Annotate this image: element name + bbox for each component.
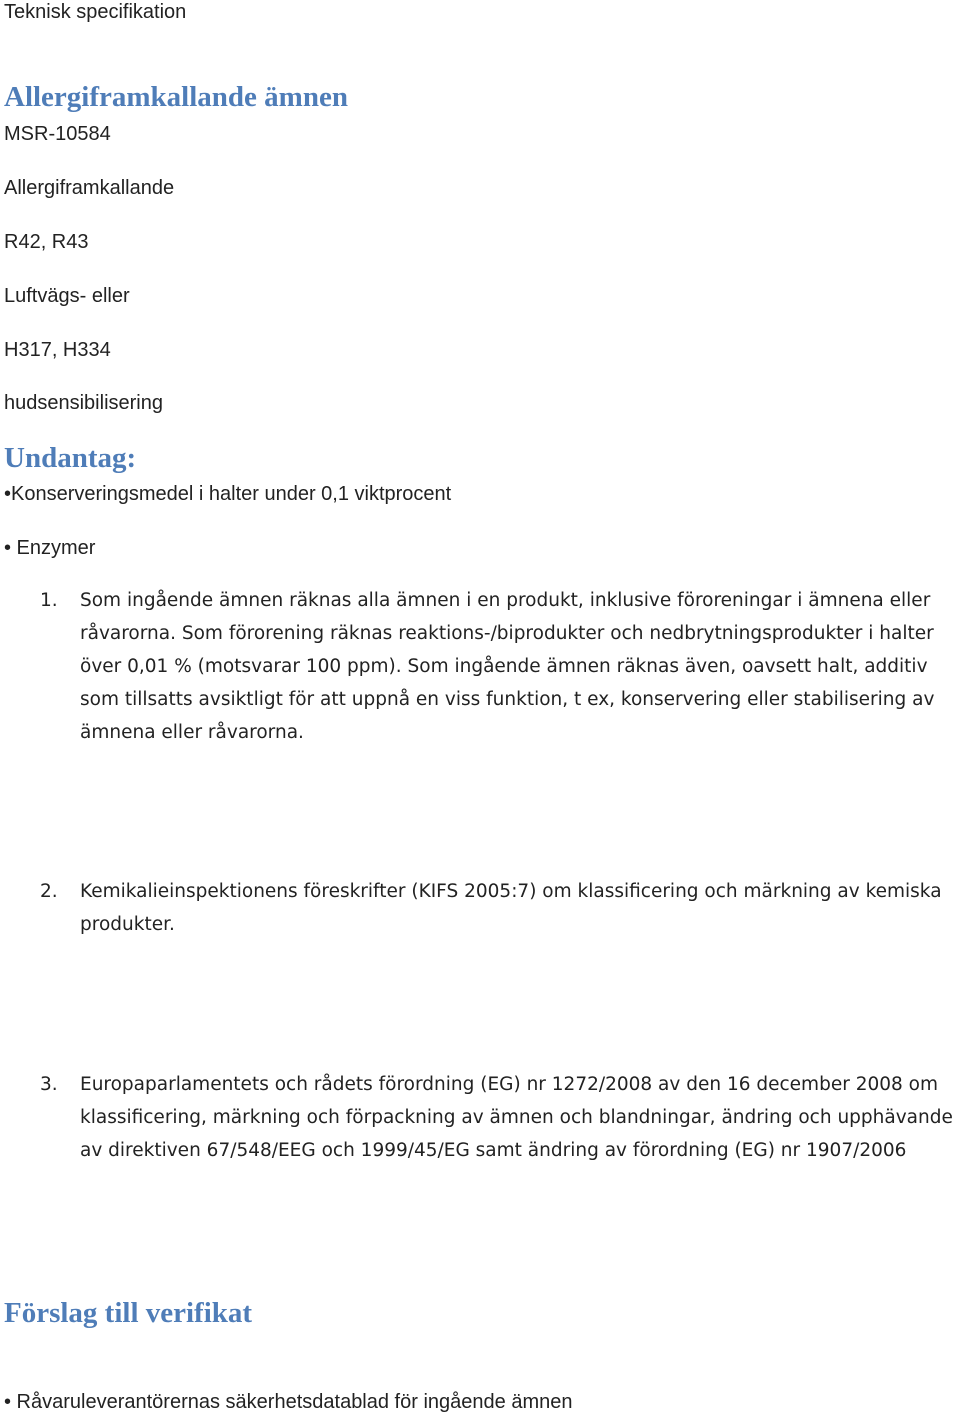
footnote-line: Kemikalieinspektionens föreskrifter (KIFS 2005:7) om klassificering och märkning av kemiska bbox=[80, 881, 942, 902]
footnote-line: över 0,01 % (motsvarar 100 ppm). Som ingående ämnen räknas även, oavsett halt, additiv bbox=[80, 656, 928, 677]
exception-bullet-preservatives: •Konserveringsmedel i halter under 0,1 viktprocent bbox=[4, 483, 452, 505]
allergen-item-sensitization-type: Luftvägs- eller bbox=[4, 285, 130, 307]
footnote-line: ämnena eller råvarorna. bbox=[80, 722, 304, 743]
footnote-number: 1. bbox=[40, 590, 58, 611]
footnote-line: Som ingående ämnen räknas alla ämnen i en produkt, inklusive föroreningar i ämnena eller bbox=[80, 590, 931, 611]
footnote-line: råvarorna. Som förorening räknas reaktions-/biprodukter och nedbrytningsprodukter i halter bbox=[80, 623, 934, 644]
footnote-text bbox=[80, 584, 960, 749]
allergen-heading: Allergiframkallande ämnen bbox=[4, 81, 348, 113]
footnote-line: av direktiven 67/548/EEG och 1999/45/EG samt ändring av förordning (EG) nr 1907/2006 bbox=[80, 1140, 907, 1161]
footnote-line: klassificering, märkning och förpackning av ämnen och blandningar, ändring och upphävande bbox=[80, 1107, 953, 1128]
footnote-number: 2. bbox=[40, 881, 58, 902]
document-type-label: Teknisk specifikation bbox=[4, 1, 187, 23]
allergen-item-code: MSR-10584 bbox=[4, 123, 111, 145]
footnote-line: som tillsatts avsiktligt för att uppnå en viss funktion, t ex, konservering eller stabilisering av bbox=[80, 689, 935, 710]
allergen-item-sensitization-detail: hudsensibilisering bbox=[4, 392, 163, 414]
footnote-text bbox=[80, 875, 960, 941]
footnote-number: 3. bbox=[40, 1074, 58, 1095]
verification-bullet-sds: • Råvaruleverantörernas säkerhetsdatablad för ingående ämnen bbox=[4, 1391, 573, 1413]
exception-bullet-enzymes: • Enzymer bbox=[4, 537, 96, 559]
exception-heading: Undantag: bbox=[4, 442, 137, 474]
allergen-item-h-phrases: H317, H334 bbox=[4, 339, 111, 361]
verification-heading: Förslag till verifikat bbox=[4, 1297, 253, 1329]
footnote-line: produkter. bbox=[80, 914, 175, 935]
footnote-text bbox=[80, 1068, 960, 1167]
footnote-line: Europaparlamentets och rådets förordning (EG) nr 1272/2008 av den 16 december 2008 om bbox=[80, 1074, 938, 1095]
allergen-item-r-phrases: R42, R43 bbox=[4, 231, 89, 253]
allergen-item-category: Allergiframkallande bbox=[4, 177, 175, 199]
